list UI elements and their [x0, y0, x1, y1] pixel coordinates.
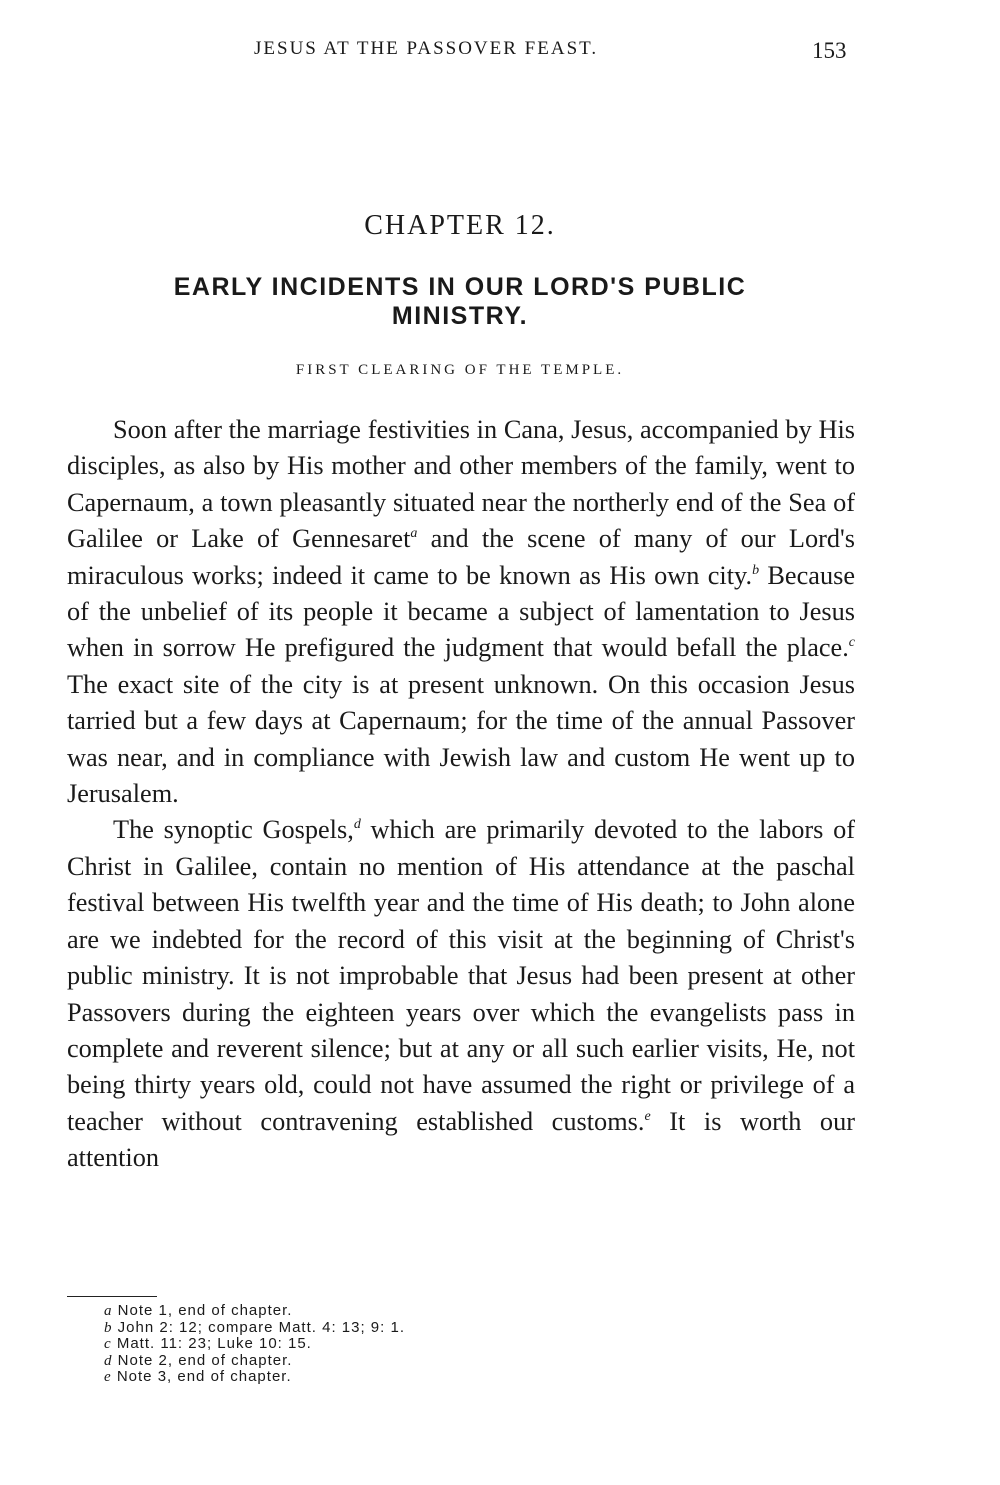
chapter-title — [100, 273, 820, 331]
footnote — [104, 1369, 704, 1386]
section-title: FIRST CLEARING OF THE TEMPLE. — [295, 362, 625, 378]
footnote-ref-d: d — [353, 817, 361, 833]
paragraph-1 — [67, 412, 855, 812]
footnote — [104, 1303, 704, 1320]
footnote — [104, 1320, 704, 1337]
footnote-text: John 2: 12; compare Matt. 4: 13; 9: 1. — [117, 1318, 405, 1336]
footnote-mark: d — [104, 1352, 113, 1369]
footnote-ref-a: a — [410, 526, 418, 542]
paragraph-1-text-2: and the scene of many of our Lord's miraculous works; indeed it came to be known as His own city. — [67, 524, 855, 590]
footnote — [104, 1336, 704, 1353]
running-head: JESUS AT THE PASSOVER FEAST. — [254, 38, 599, 59]
paragraph-1-text-1: Soon after the marriage festivities in Cana, Jesus, accompanied by His disciples, as also by His mother and other members of the family, went to Capernaum, a town pleasantly situated near the northerly end of the Sea of Galilee or Lake of Gennesaret — [67, 415, 855, 554]
footnote-mark: c — [104, 1336, 112, 1353]
chapter-title-line2: MINISTRY. — [391, 302, 529, 330]
footnotes — [104, 1303, 704, 1386]
footnote-text: Matt. 11: 23; Luke 10: 15. — [116, 1335, 312, 1353]
footnote-text: Note 2, end of chapter. — [117, 1351, 293, 1369]
footnote-rule — [67, 1296, 157, 1297]
footnote-mark: b — [104, 1319, 113, 1336]
footnote-ref-e: e — [644, 1108, 651, 1124]
footnote-ref-c: c — [848, 635, 855, 651]
footnote-ref-b: b — [752, 562, 760, 578]
paragraph-2-text-1: The synoptic Gospels, — [113, 815, 354, 845]
paragraph-1-text-4: The exact site of the city is at present unknown. On this occasion Jesus tarried but a few days at Capernaum; for the time of the annual Passover was near, and in compliance with Jewish law and custom He went up to Jerusalem. — [67, 669, 855, 809]
body-text — [67, 412, 855, 1177]
paragraph-2-text-2: which are primarily devoted to the labors of Christ in Galilee, contain no mention of His attendance at the paschal festival between His twelfth year and the time of His death; to John alone are we indebted for the record of this visit at the beginning of Christ's public ministry. It is not improbable that Jesus had been present at other Passovers during the eighteen years over which the evangelists pass in complete and reverent silence; but at any or all such earlier visits, He, not being thirty years old, could not have assumed the right or privilege of a teacher without contravening established customs. — [67, 815, 856, 1136]
footnote-mark: a — [104, 1303, 113, 1319]
chapter-title-line1: EARLY INCIDENTS IN OUR LORD'S PUBLIC — [173, 273, 747, 301]
footnote-text: Note 3, end of chapter. — [116, 1368, 292, 1386]
page-number: 153 — [812, 38, 847, 63]
chapter-number: CHAPTER 12. — [364, 210, 556, 241]
paragraph-2-text-3: It is worth our attention — [67, 1106, 855, 1173]
footnote — [104, 1353, 704, 1370]
paragraph-2 — [67, 812, 855, 1176]
footnote-mark: e — [104, 1369, 112, 1386]
footnote-text: Note 1, end of chapter. — [117, 1302, 293, 1319]
paragraph-1-text-3: Because of the unbelief of its people it became a subject of lamentation to Jesus when in sorrow He prefigured the judgment that would befall the place. — [67, 560, 855, 663]
